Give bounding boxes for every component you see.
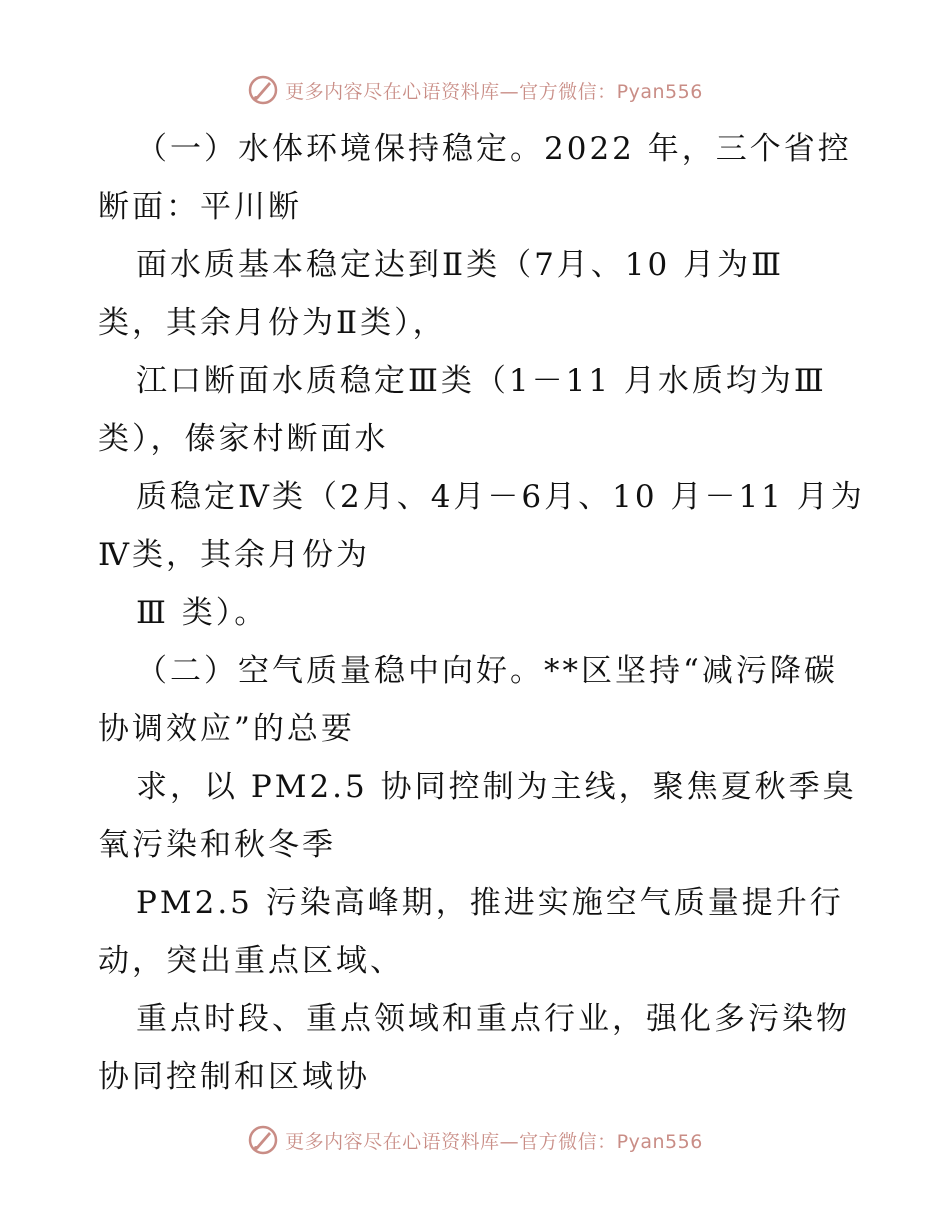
watermark-text: 更多内容尽在心语资料库—官方微信：Pyan556 [285, 1130, 703, 1153]
text-line: Ⅲ 类）。 [136, 595, 269, 631]
footer-watermark [0, 1120, 950, 1160]
text-line: 协调效应”的总要 [98, 711, 355, 747]
text-line: 求，以 PM2.5 协同控制为主线，聚焦夏秋季臭 [136, 769, 857, 805]
quill-logo-icon [247, 1124, 279, 1156]
quill-logo-icon [247, 74, 279, 106]
text-line: （二）空气质量稳中向好。**区坚持“减污降碳 [136, 653, 838, 689]
text-line: 质稳定Ⅳ类（2月、4月－6月、10 月－11 月为 [136, 479, 865, 515]
text-line: 氧污染和秋冬季 [98, 827, 336, 863]
text-line: 类，其余月份为Ⅱ类）， [98, 305, 447, 341]
text-line: 重点时段、重点领域和重点行业，强化多污染物 [136, 1001, 850, 1037]
text-line: 江口断面水质稳定Ⅲ类（1－11 月水质均为Ⅲ [136, 363, 827, 399]
text-line: 面水质基本稳定达到Ⅱ类（7月、10 月为Ⅲ [136, 247, 784, 283]
text-line: 动，突出重点区域、 [98, 943, 404, 979]
text-line: PM2.5 污染高峰期，推进实施空气质量提升行 [136, 885, 844, 921]
watermark-text: 更多内容尽在心语资料库—官方微信：Pyan556 [285, 80, 703, 103]
document-body [98, 120, 865, 1106]
text-line: Ⅳ类，其余月份为 [98, 537, 370, 573]
text-line: 断面：平川断 [98, 189, 302, 225]
text-line: 协同控制和区域协 [98, 1059, 370, 1095]
text-line: （一）水体环境保持稳定。2022 年，三个省控 [136, 131, 852, 167]
text-line: 类），傣家村断面水 [98, 421, 389, 457]
header-watermark [0, 70, 950, 110]
